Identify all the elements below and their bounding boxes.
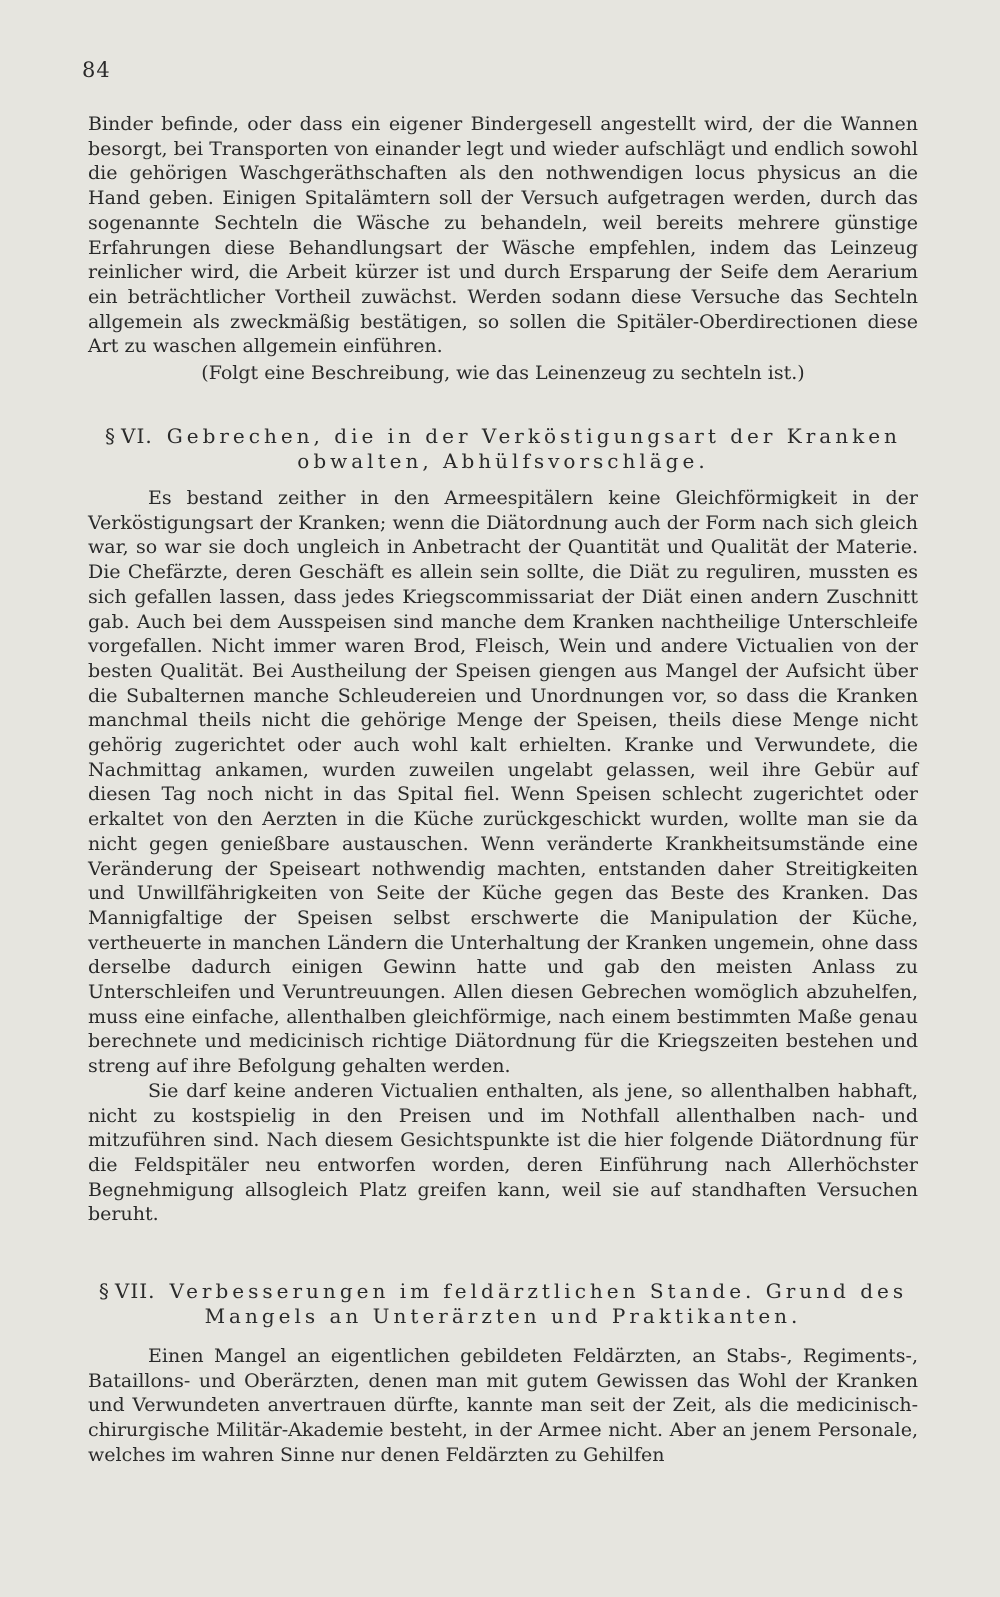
section-vi-heading-line1 [88, 424, 918, 449]
section-vi-heading [88, 424, 918, 474]
section-vii-sign: § [98, 1279, 109, 1303]
section-vii-heading-line1 [88, 1279, 918, 1304]
intro-paragraph: Binder befinde, oder dass ein eigener Bindergesell angestellt wird, der die Wannen besorgt, bei Transporten von einander legt und wieder aufschlägt und endlich sowohl die gehörigen Waschgeräthschaften als den nothwendigen locus physicus an die Hand geben. Einigen Spitalämtern soll der Versuch aufgetragen werden, durch das sogenannte Sechteln die Wäsche zu behandeln, weil bereits mehrere günstige Erfahrungen diese Behandlungsart der Wäsche empfehlen, indem das Leinzeug reinlicher wird, die Arbeit kürzer ist und durch Ersparung der Seife dem Aerarium ein beträchtlicher Vortheil zuwächst. Werden sodann diese Versuche das Sechteln allgemein als zweckmäßig bestätigen, so sollen die Spitäler-Oberdirectionen diese Art zu waschen allgemein einführen. [88, 113, 918, 358]
section-vi-paragraph-1: Es bestand zeither in den Armeespitälern keine Gleichförmigkeit in der Verköstigungsart der Kranken; wenn die Diätordnung auch der Form nach sich gleich war, so war sie doch ungleich in Anbetracht der Quantität und Qualität der Materie. Die Chefärzte, deren Geschäft es allein sein sollte, die Diät zu reguliren, mussten es sich gefallen lassen, dass jedes Kriegscommissariat der Diät einen andern Zuschnitt gab. Auch bei dem Ausspeisen sind manche dem Kranken nachtheilige Unterschleife vorgefallen. Nicht immer waren Brod, Fleisch, Wein und andere Victualien von der besten Qualität. Bei Austheilung der Speisen giengen aus Mangel der Aufsicht über die Subalternen manche Schleudereien und Unordnungen vor, so dass die Kranken manchmal theils nicht die gehörige Menge der Speisen, theils diese Menge nicht gehörig zugerichtet oder auch wohl kalt erhielten. Kranke und Verwundete, die Nachmittag ankamen, wurden zuweilen ungelabt gelassen, weil ihre Gebür auf diesen Tag noch nicht in das Spital fiel. Wenn Speisen schlecht zugerichtet oder erkaltet von den Aerzten in die Küche zurückgeschickt wurden, wollte man sie da nicht gegen genießbare austauschen. Wenn veränderte Krankheitsumstände eine Veränderung der Speiseart nothwendig machten, entstanden daher Streitigkeiten und Unwillfährigkeiten von Seite der Küche gegen das Beste des Kranken. Das Mannigfaltige der Speisen selbst erschwerte die Manipulation der Küche, vertheuerte in manchen Ländern die Unterhaltung der Kranken ungemein, ohne dass derselbe dadurch einigen Gewinn hatte und gab den meisten Anlass zu Unterschleifen und Veruntreuungen. Allen diesen Gebrechen womöglich abzuhelfen, muss eine einfache, allenthalben gleichförmige, nach einem bestimmten Maße genau berechnete und medicinisch richtige Diätordnung für die Kriegszeiten bestehen und streng auf ihre Befolgung gehalten werden. [88, 487, 918, 1078]
section-vi-title-line1: Gebrechen, die in der Verköstigungsart der Kranken [166, 424, 901, 448]
section-vii-paragraph-1: Einen Mangel an eigentlichen gebildeten Feldärzten, an Stabs-, Regiments-, Bataillons- und Oberärzten, denen man mit gutem Gewissen das Wohl der Kranken und Verwundeten anvertrauen dürfte, kannte man seit der Zeit, als die medicinisch-chirurgische Militär-Akademie besteht, in der Armee nicht. Aber an jenem Personale, welches im wahren Sinne nur denen Feldärzten zu Gehilfen [88, 1345, 918, 1466]
section-vii-title-line1: Verbesserungen im feldärztlichen Stande. Grund des [169, 1279, 908, 1303]
section-vi-body [88, 486, 918, 1227]
section-vi-number: VI. [121, 424, 153, 448]
section-vii-title-line2: Mangels an Unterärzten und Praktikanten. [204, 1304, 802, 1328]
section-vi-paragraph-2: Sie darf keine anderen Victualien enthalten, als jene, so allenthalben habhaft, nicht zu kostspielig in den Preisen und im Nothfall allenthalben nach- und mitzuführen sind. Nach diesem Gesichtspunkte ist die hier folgende Diätordnung für die Feldspitäler neu entworfen worden, deren Einführung nach Allerhöchster Begnehmigung allsogleich Platz greifen kann, weil sie auf standhaften Versuchen beruht. [88, 1079, 918, 1226]
section-vii-number: VII. [114, 1279, 156, 1303]
intro-block [88, 112, 918, 386]
section-vi-title-line2: obwalten, Abhülfsvorschläge. [297, 449, 709, 473]
page-number: 84 [82, 58, 111, 82]
section-vi-sign: § [105, 424, 116, 448]
intro-note: (Folgt eine Beschreibung, wie das Leinenzeug zu sechteln ist.) [201, 362, 805, 385]
section-vii-heading [88, 1279, 918, 1329]
section-vii-body [88, 1344, 918, 1468]
